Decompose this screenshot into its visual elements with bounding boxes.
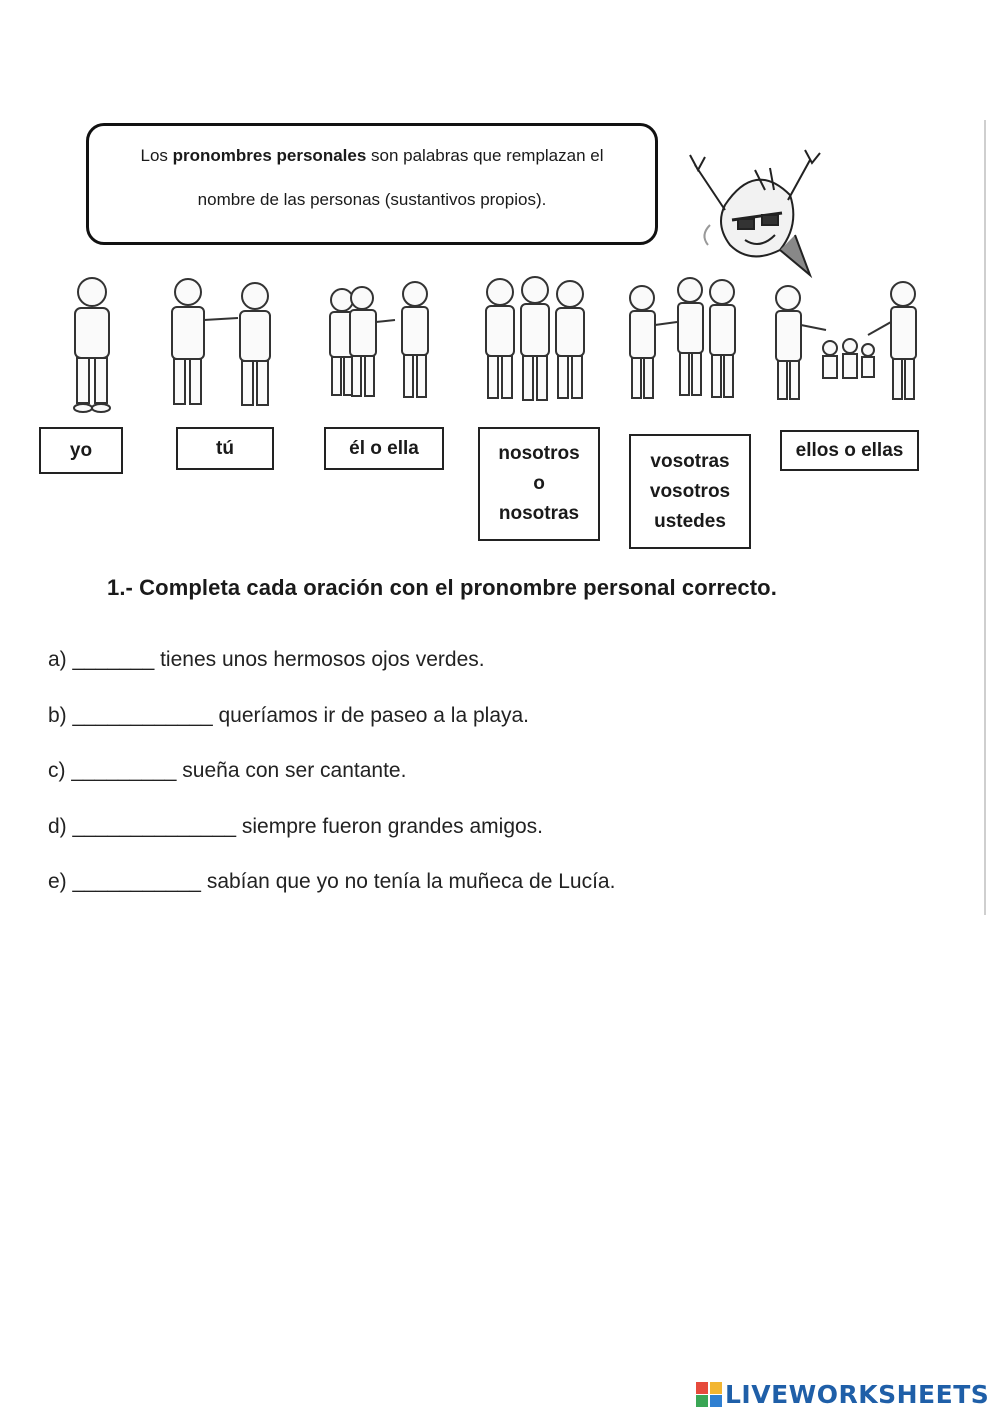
sentence-b[interactable]: b) ____________ queríamos ir de paseo a la playa. <box>48 704 530 727</box>
label-vosotros-line2: vosotros <box>649 480 731 502</box>
definition-line-2: nombre de las personas (sustantivos propios). <box>197 190 547 209</box>
label-vosotros-line1: vosotras <box>650 450 730 472</box>
label-vosotros <box>629 434 751 549</box>
sentence-d[interactable]: d) ______________ siempre fueron grandes amigos. <box>48 815 544 838</box>
definition-suffix: son palabras que remplazan el <box>366 146 604 165</box>
illustration-tu <box>160 270 280 415</box>
label-el-text: él o ella <box>349 437 419 459</box>
definition-prefix: Los <box>140 146 173 165</box>
illustration-el-ella <box>320 270 440 415</box>
label-yo <box>39 427 123 474</box>
illustration-yo <box>55 270 130 415</box>
label-nosotros-line2: o <box>533 473 545 494</box>
page-edge-divider <box>984 120 986 915</box>
label-tu <box>176 427 274 470</box>
label-el-ella <box>324 427 444 470</box>
label-ellos-ellas <box>780 430 919 471</box>
mascot-illustration <box>670 135 840 285</box>
label-vosotros-line3: ustedes <box>654 510 726 532</box>
label-yo-text: yo <box>69 439 93 461</box>
instruction-heading: 1.- Completa cada oración con el pronombre personal correcto. <box>107 575 777 600</box>
label-tu-text: tú <box>216 437 234 459</box>
illustration-nosotros <box>478 270 593 415</box>
illustration-ellos-ellas <box>768 270 923 415</box>
liveworksheets-logo-text: LIVEWORKSHEETS <box>725 1379 990 1409</box>
label-nosotros <box>478 427 600 541</box>
illustration-vosotros <box>622 270 747 415</box>
sentence-a[interactable]: a) _______ tienes unos hermosos ojos verdes. <box>48 648 485 671</box>
label-ellos-text: ellos o ellas <box>795 439 904 461</box>
liveworksheets-logo-icon <box>695 1380 723 1408</box>
definition-box <box>86 123 658 245</box>
definition-line-1 <box>89 134 655 178</box>
definition-bold-term: pronombres personales <box>172 146 367 165</box>
label-nosotros-line1: nosotros <box>498 443 580 464</box>
label-nosotros-line3: nosotras <box>498 503 580 524</box>
liveworksheets-logo <box>695 1378 989 1410</box>
sentence-e[interactable]: e) ___________ sabían que yo no tenía la muñeca de Lucía. <box>48 870 616 893</box>
sentence-c[interactable]: c) _________ sueña con ser cantante. <box>48 759 407 782</box>
